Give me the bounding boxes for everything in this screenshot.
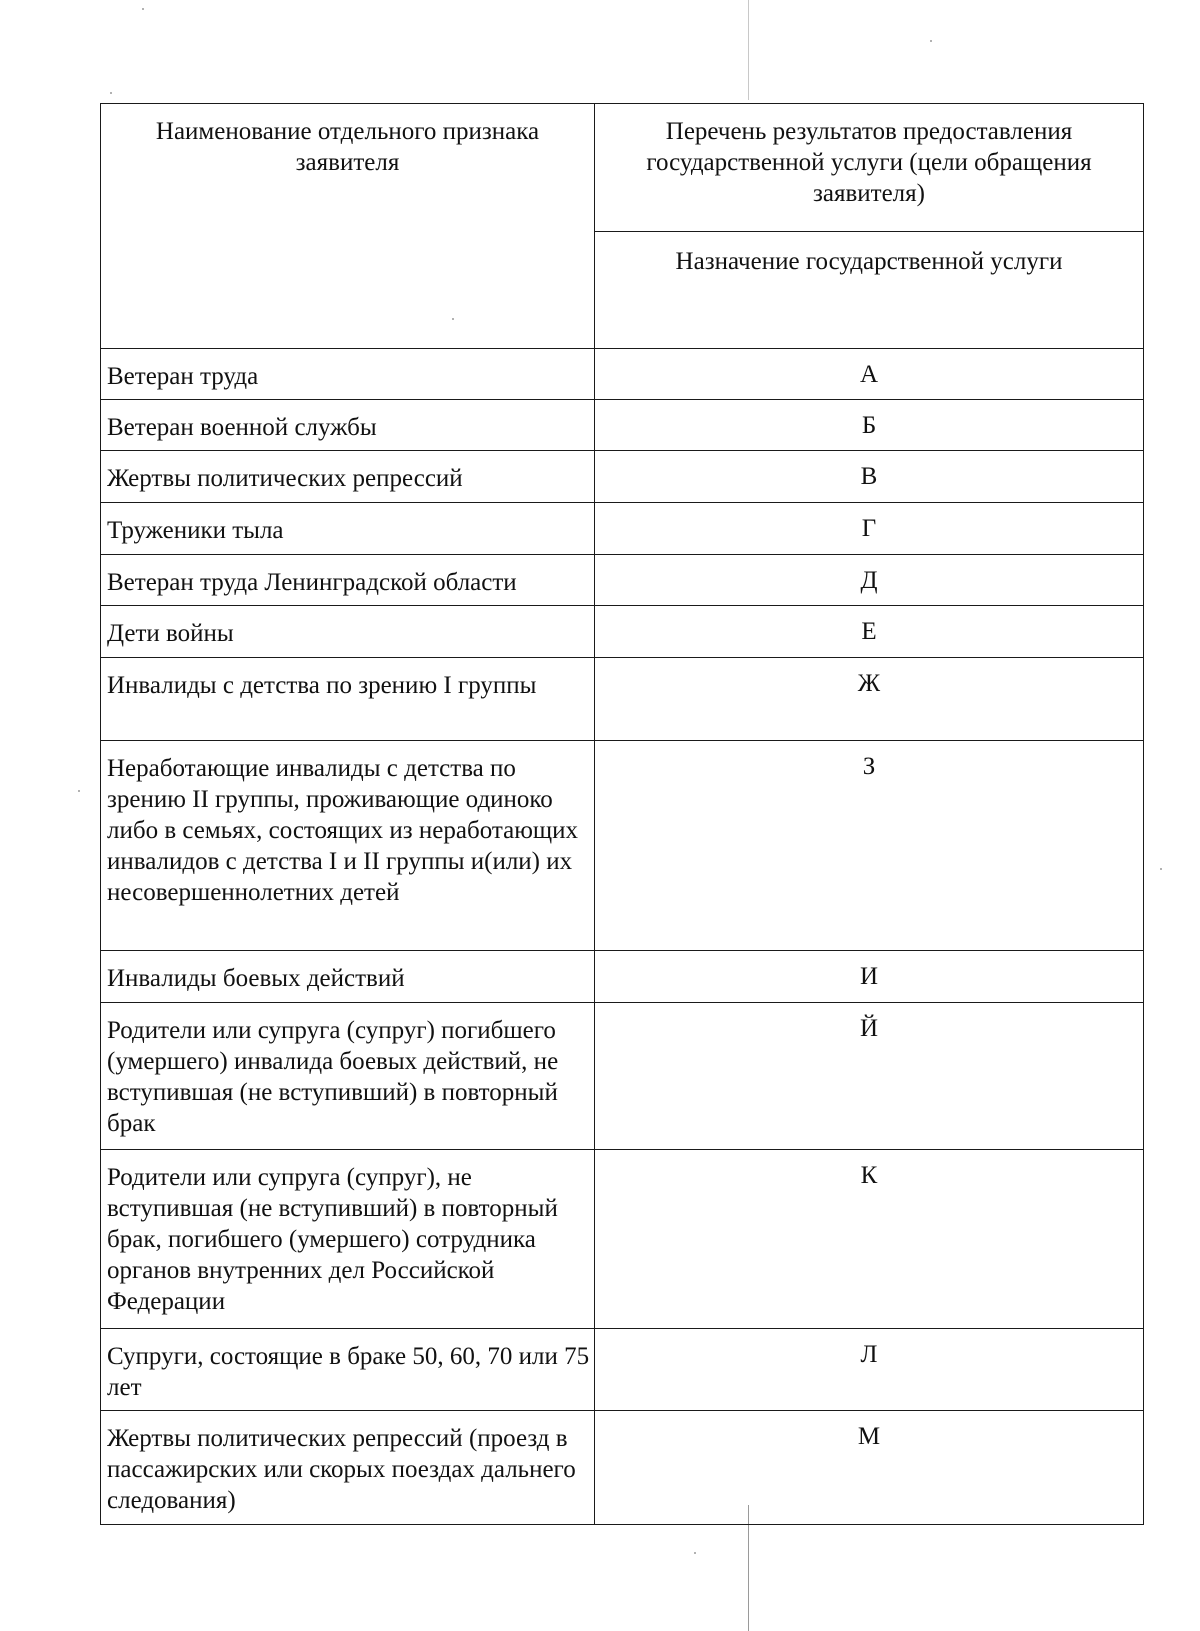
row-category: Инвалиды с детства по зрению I группы xyxy=(101,658,595,741)
row-code: А xyxy=(595,349,1144,400)
row-category: Родители или супруга (супруг), не вступившая (не вступивший) в повторный брак, погибшего (умершего) сотрудника органов внутренних дел Российской Федерации xyxy=(101,1150,595,1329)
table-row xyxy=(101,400,1144,451)
row-code: В xyxy=(595,451,1144,503)
row-code: Й xyxy=(595,1003,1144,1150)
table-row xyxy=(101,606,1144,658)
header-service-assignment: Назначение государственной услуги xyxy=(595,232,1144,349)
table-row xyxy=(101,349,1144,400)
row-category: Ветеран труда xyxy=(101,349,595,400)
scan-artifact-dot xyxy=(142,8,144,10)
header-results-list: Перечень результатов предоставления государственной услуги (цели обращения заявителя) xyxy=(595,104,1144,232)
row-category: Ветеран труда Ленинградской области xyxy=(101,555,595,606)
table-row xyxy=(101,503,1144,555)
table-row xyxy=(101,951,1144,1003)
row-code: Е xyxy=(595,606,1144,658)
table-row xyxy=(101,555,1144,606)
applicant-categories-table xyxy=(100,103,1144,1525)
table-header-row xyxy=(101,104,1144,232)
row-code: Ж xyxy=(595,658,1144,741)
row-code: Б xyxy=(595,400,1144,451)
scan-artifact-dot xyxy=(930,40,932,42)
scan-artifact-dot xyxy=(694,1552,696,1554)
row-code: Л xyxy=(595,1329,1144,1411)
row-category: Супруги, состоящие в браке 50, 60, 70 или 75 лет xyxy=(101,1329,595,1411)
scan-artifact-dot xyxy=(110,92,112,94)
table-row xyxy=(101,658,1144,741)
scan-artifact-dot xyxy=(78,790,80,792)
table-row xyxy=(101,1003,1144,1150)
row-code: И xyxy=(595,951,1144,1003)
row-code: Д xyxy=(595,555,1144,606)
row-category: Неработающие инвалиды с детства по зрению II группы, проживающие одиноко либо в семьях, состоящих из неработающих инвалидов с детства I и II группы и(или) их несовершеннолетних детей xyxy=(101,741,595,951)
table-row xyxy=(101,1329,1144,1411)
header-applicant-attribute: Наименование отдельного признака заявителя xyxy=(101,104,595,349)
row-category: Инвалиды боевых действий xyxy=(101,951,595,1003)
row-category: Труженики тыла xyxy=(101,503,595,555)
row-category: Жертвы политических репрессий xyxy=(101,451,595,503)
row-code: З xyxy=(595,741,1144,951)
row-category: Дети войны xyxy=(101,606,595,658)
row-code: К xyxy=(595,1150,1144,1329)
scan-artifact-dot xyxy=(1160,868,1162,870)
table-row xyxy=(101,741,1144,951)
row-code: М xyxy=(595,1411,1144,1525)
table-row xyxy=(101,451,1144,503)
row-category: Жертвы политических репрессий (проезд в пассажирских или скорых поездах дальнего следования) xyxy=(101,1411,595,1525)
table-row xyxy=(101,1411,1144,1525)
scan-artifact-line-top xyxy=(748,0,749,100)
row-category: Родители или супруга (супруг) погибшего (умершего) инвалида боевых действий, не вступившая (не вступивший) в повторный брак xyxy=(101,1003,595,1150)
table-row xyxy=(101,1150,1144,1329)
row-code: Г xyxy=(595,503,1144,555)
row-category: Ветеран военной службы xyxy=(101,400,595,451)
